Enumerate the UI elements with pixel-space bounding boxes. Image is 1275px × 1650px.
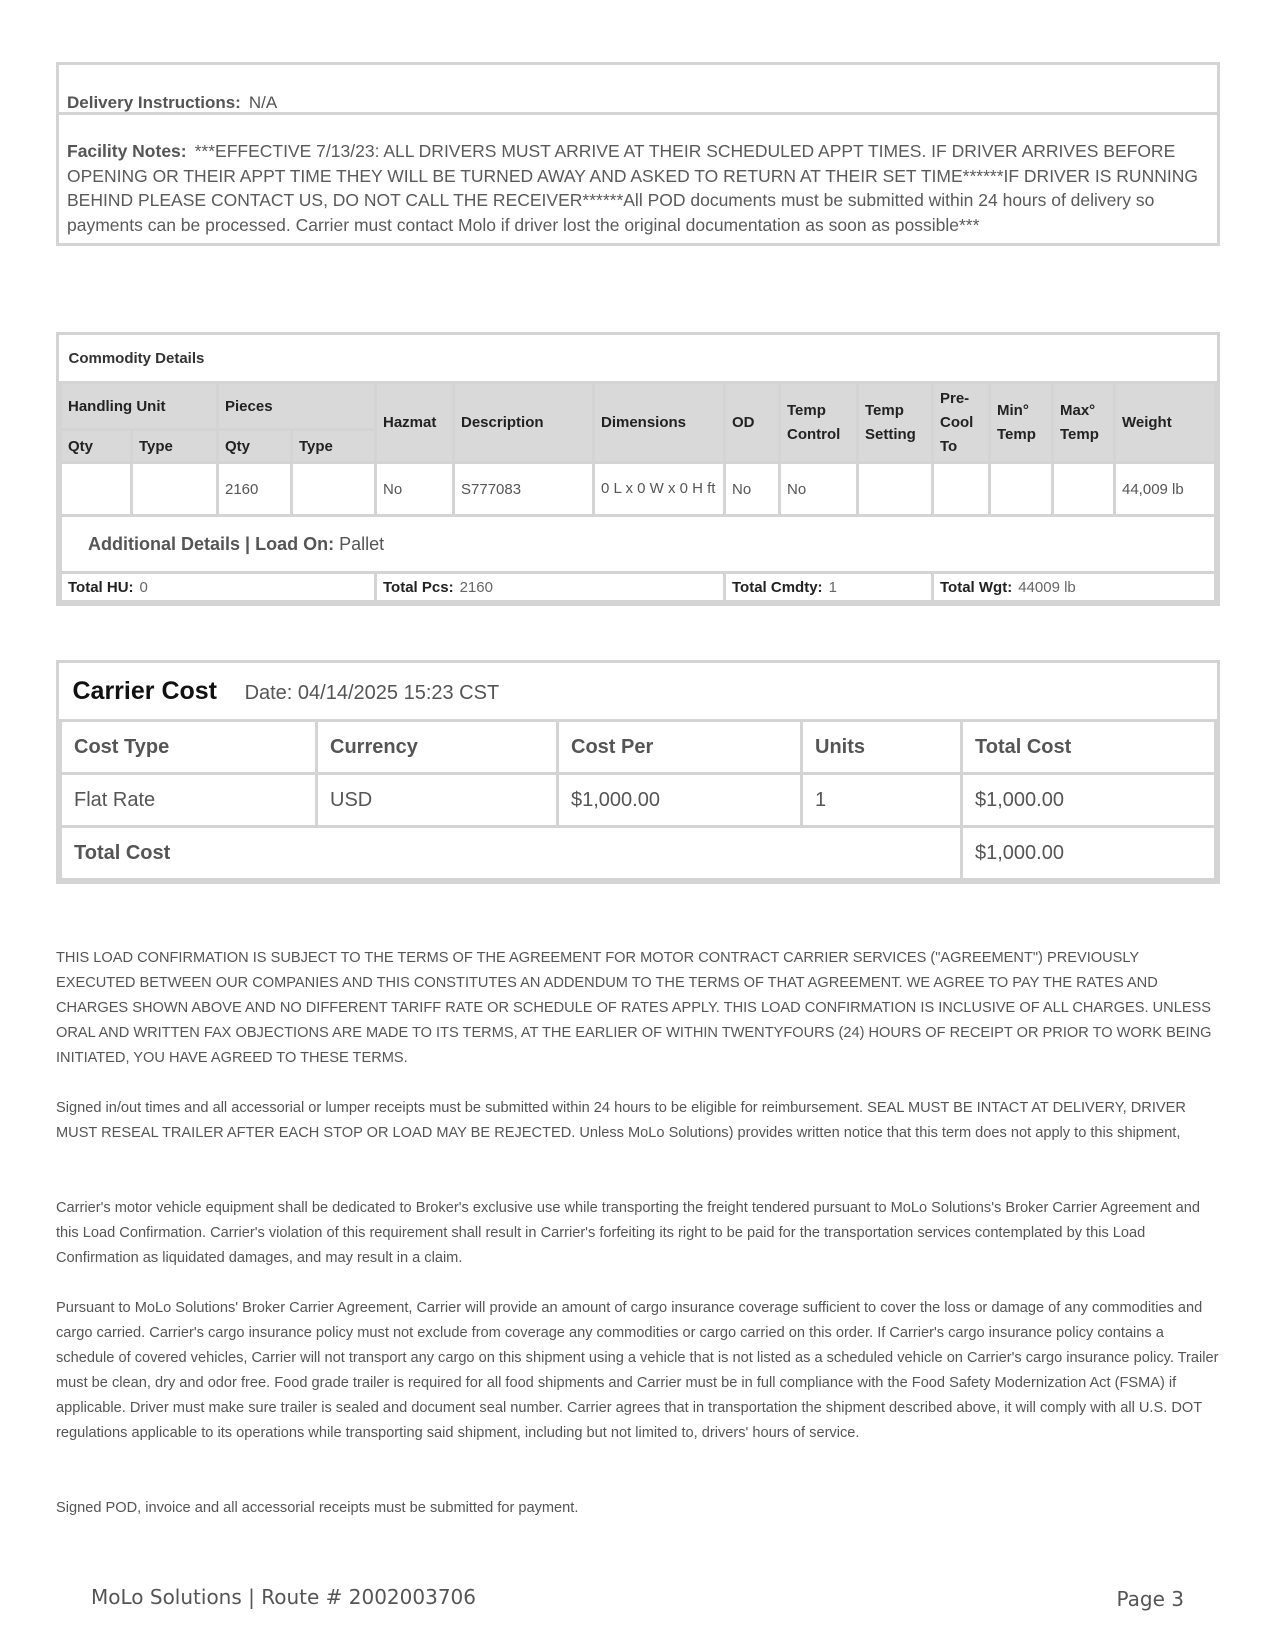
col-pre-cool-to: Pre-Cool To xyxy=(933,383,990,463)
col-units: Units xyxy=(802,721,962,774)
load-on-value: Pallet xyxy=(339,533,385,554)
carrier-cost-title: Carrier Cost xyxy=(72,676,217,705)
footer-route: MoLo Solutions | Route # 2002003706 xyxy=(91,1585,476,1609)
cell-min-temp xyxy=(990,463,1053,516)
terms-paragraph: Pursuant to MoLo Solutions' Broker Carrier Agreement, Carrier will provide an amount of cargo insurance coverage sufficient to cover the loss or damage of any commodities and cargo carried. Carrier's cargo insurance policy must not exclude from coverage any commodities or cargo carried on this order. If Carrier's cargo insurance policy contains a schedule of covered vehicles, Carrier will not transport any cargo on this shipment using a vehicle that is not listed as a scheduled vehicle on Carrier's cargo insurance policy. Trailer must be clean, dry and odor free. Food grade trailer is required for all food shipments and Carrier must be in full compliance with the Food Safety Modernization Act (FSMA) if applicable. Driver must make sure trailer is sealed and document seal number. Carrier agrees that in transportation the shipment described above, it will comply with all U.S. DOT regulations applicable to its operations while transporting said shipment, including but not limited to, drivers' hours of service. xyxy=(56,1300,1219,1441)
load-on-label: Load On: xyxy=(255,533,335,554)
additional-details-label: Additional Details xyxy=(88,533,241,554)
terms-paragraph: Carrier's motor vehicle equipment shall be dedicated to Broker's exclusive use while transporting the freight tendered pursuant to MoLo Solutions's Broker Carrier Agreement and this Load Confirmation. Carrier's violation of this requirement shall result in Carrier's forfeiting its right to be paid for the transportation services contemplated by this Load Confirmation as liquidated damages, and may result in a claim. xyxy=(56,1200,1201,1266)
total-pcs: Total Pcs: 2160 xyxy=(376,573,725,602)
cell-currency: USD xyxy=(317,774,558,827)
col-pieces: Pieces xyxy=(218,383,376,430)
facility-notes-label: Facility Notes: xyxy=(67,141,187,161)
col-pcs-type: Type xyxy=(292,430,376,463)
commodity-details-box xyxy=(56,332,1220,606)
col-max-temp: Max° Temp xyxy=(1053,383,1115,463)
cell-temp-control: No xyxy=(780,463,858,516)
cell-hu-qty xyxy=(61,463,132,516)
facility-notes-value: ***EFFECTIVE 7/13/23: ALL DRIVERS MUST ARRIVE AT THEIR SCHEDULED APPT TIMES. IF DRIVER ARRIVES BEFORE OPENING OR THEIR APPT TIME THEY WILL BE TURNED AWAY AND ASKED TO RETURN AT THEIR SET TIME******IF DRIVER IS RUNNING BEHIND PLEASE CONTACT US, DO NOT CALL THE RECEIVER******All POD documents must be submitted within 24 hours of delivery so payments can be processed. Carrier must contact Molo if driver lost the original documentation as soon as possible*** xyxy=(67,141,1198,235)
col-od: OD xyxy=(725,383,780,463)
cell-description: S777083 xyxy=(454,463,594,516)
col-currency: Currency xyxy=(317,721,558,774)
col-pcs-qty: Qty xyxy=(218,430,292,463)
cell-cost-per: $1,000.00 xyxy=(558,774,802,827)
col-hu-type: Type xyxy=(132,430,218,463)
cell-od: No xyxy=(725,463,780,516)
cell-total: $1,000.00 xyxy=(962,774,1216,827)
col-weight: Weight xyxy=(1115,383,1216,463)
col-hu-qty: Qty xyxy=(61,430,132,463)
cell-cost-type: Flat Rate xyxy=(61,774,317,827)
delivery-instructions-value: N/A xyxy=(248,93,278,112)
terms-paragraph: Signed in/out times and all accessorial or lumper receipts must be submitted within 24 hours to be eligible for reimbursement. SEAL MUST BE INTACT AT DELIVERY, DRIVER MUST RESEAL TRAILER AFTER EACH STOP OR LOAD MAY BE REJECTED. Unless MoLo Solutions) provides written notice that this term does not apply to this shipment, xyxy=(56,1100,1186,1141)
total-wgt: Total Wgt: 44009 lb xyxy=(933,573,1216,602)
table-row xyxy=(61,463,1216,516)
col-total-cost: Total Cost xyxy=(962,721,1216,774)
facility-notes-row xyxy=(59,115,1217,243)
delivery-notes-box xyxy=(56,62,1220,246)
terms-paragraph: Signed POD, invoice and all accessorial receipts must be submitted for payment. xyxy=(56,1500,579,1516)
col-cost-per: Cost Per xyxy=(558,721,802,774)
cell-weight: 44,009 lb xyxy=(1115,463,1216,516)
cell-temp-setting xyxy=(858,463,933,516)
delivery-instructions-row xyxy=(59,65,1217,115)
cell-hu-type xyxy=(132,463,218,516)
col-description: Description xyxy=(454,383,594,463)
col-hazmat: Hazmat xyxy=(376,383,454,463)
cell-pcs-type xyxy=(292,463,376,516)
commodity-table xyxy=(59,335,1217,603)
carrier-cost-date: Date: 04/14/2025 15:23 CST xyxy=(244,681,500,704)
delivery-instructions-label: Delivery Instructions: xyxy=(67,93,241,112)
col-min-temp: Min° Temp xyxy=(990,383,1053,463)
terms-paragraph: THIS LOAD CONFIRMATION IS SUBJECT TO THE TERMS OF THE AGREEMENT FOR MOTOR CONTRACT CARRIER SERVICES ("AGREEMENT") PREVIOUSLY EXECUTED BETWEEN OUR COMPANIES AND THIS CONSTITUTES AN ADDENDUM TO THE TERMS OF THAT AGREEMENT. WE AGREE TO PAY THE RATES AND CHARGES SHOWN ABOVE AND NO DIFFERENT TARIFF RATE OR SCHEDULE OF RATES APPLY. THIS LOAD CONFIRMATION IS INCLUSIVE OF ALL CHARGES. UNLESS ORAL AND WRITTEN FAX OBJECTIONS ARE MADE TO ITS TERMS, AT THE EARLIER OF WITHIN TWENTYFOURS (24) HOURS OF RECEIPT OR PRIOR TO WORK BEING INITIATED, YOU HAVE AGREED TO THESE TERMS. xyxy=(56,950,1212,1066)
commodity-title: Commodity Details xyxy=(61,335,1216,383)
cell-pcs-qty: 2160 xyxy=(218,463,292,516)
cell-hazmat: No xyxy=(376,463,454,516)
table-row xyxy=(61,774,1216,827)
col-temp-setting: Temp Setting xyxy=(858,383,933,463)
cell-max-temp xyxy=(1053,463,1115,516)
totals-row xyxy=(61,573,1216,602)
col-cost-type: Cost Type xyxy=(61,721,317,774)
cost-total-value: $1,000.00 xyxy=(962,827,1216,880)
cell-dimensions: 0 L x 0 W x 0 H ft xyxy=(594,463,725,516)
col-temp-control: Temp Control xyxy=(780,383,858,463)
total-cmdty: Total Cmdty: 1 xyxy=(725,573,933,602)
cost-total-label: Total Cost xyxy=(61,827,962,880)
col-handling-unit: Handling Unit xyxy=(61,383,218,430)
footer-page-number: Page 3 xyxy=(1116,1587,1184,1611)
cell-pre-cool-to xyxy=(933,463,990,516)
carrier-cost-table xyxy=(59,663,1217,881)
additional-details-row xyxy=(61,516,1216,573)
col-dimensions: Dimensions xyxy=(594,383,725,463)
cell-units: 1 xyxy=(802,774,962,827)
additional-separator: | xyxy=(245,533,256,554)
cost-total-row xyxy=(61,827,1216,880)
total-hu: Total HU: 0 xyxy=(61,573,376,602)
cost-header-row xyxy=(61,721,1216,774)
carrier-cost-box xyxy=(56,660,1220,884)
